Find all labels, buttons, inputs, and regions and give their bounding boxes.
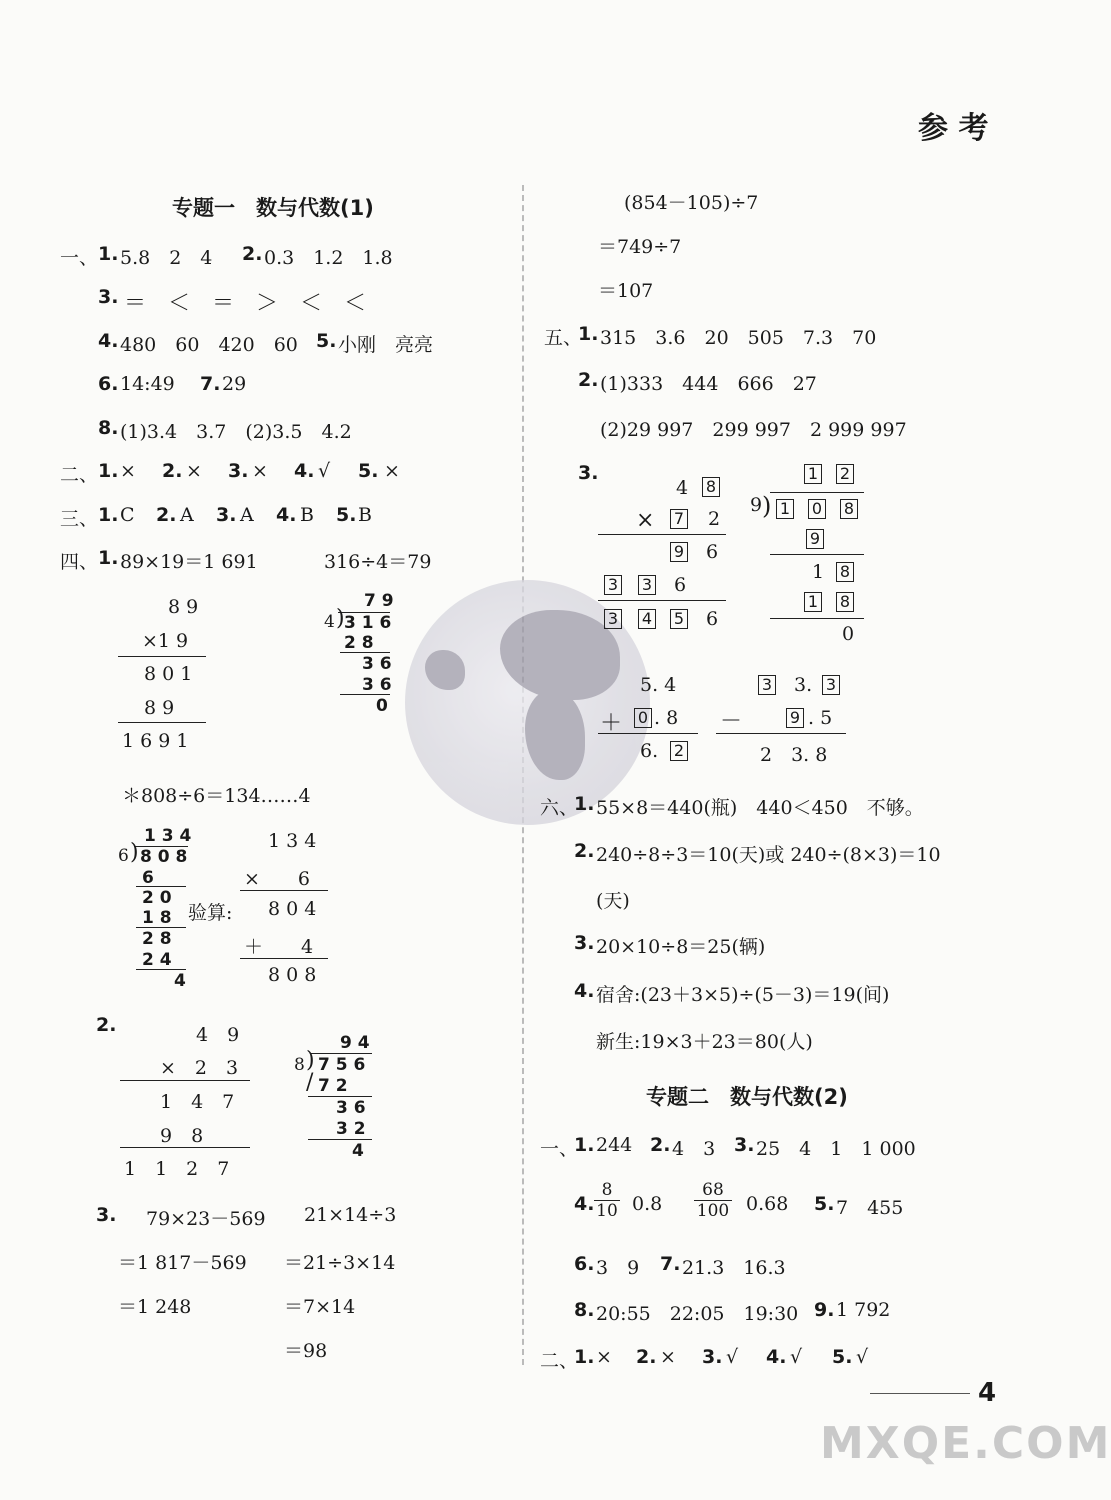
answer-text: 240÷8÷3＝10(天)或 240÷(8×3)＝10 [596, 844, 941, 866]
answer-box: 8 [702, 477, 720, 497]
item-number: 4. [276, 504, 297, 526]
part-2-label: 二、 [60, 464, 99, 486]
vertical-calc-row: 4 9 [196, 1024, 240, 1046]
part-2-label: 二、 [540, 1350, 579, 1372]
answer-text: 14:49 [120, 373, 175, 395]
part-1-label: 一、 [540, 1138, 579, 1160]
answer-text: 21.3 16.3 [682, 1257, 786, 1279]
calc-step: ＝1 817－569 [118, 1252, 247, 1274]
answer-text: (1)333 444 666 27 [600, 373, 817, 395]
item-number: 4. [766, 1346, 787, 1368]
vertical-calc-row: 1 6 9 1 [122, 730, 189, 752]
item-number: 6. [574, 1253, 595, 1275]
part-4-label: 四、 [60, 551, 99, 573]
answer-text: × [186, 460, 202, 482]
division-quotient: 7 9 [364, 591, 394, 611]
item-number: 3. [98, 286, 119, 308]
item-number: 3. [702, 1346, 723, 1368]
vertical-calc-row: ＋ 4 [244, 936, 314, 958]
division-step: 2 4 [142, 950, 172, 970]
answer-text: 0.3 1.2 1.8 [264, 247, 393, 269]
answer-box: 3 [758, 675, 776, 695]
calc-step: ＝107 [598, 280, 654, 302]
item-number: 3. [574, 932, 595, 954]
vertical-calc-row: 9 8 [160, 1125, 204, 1147]
item-number: 2. [574, 840, 595, 862]
answer-text: 315 3.6 20 505 7.3 70 [600, 327, 877, 349]
item-number: 1. [574, 1346, 595, 1368]
item-number: 2. [242, 243, 263, 265]
footer-ornament [870, 1393, 970, 1394]
answer-text: 244 [596, 1134, 633, 1156]
item-number: 1. [98, 243, 119, 265]
answer-text: 0.68 [746, 1193, 789, 1215]
puzzle-digit: 4 [676, 477, 689, 499]
answer-text: 480 60 420 60 [120, 334, 298, 356]
answer-box: 3 [604, 609, 622, 629]
item-number: 3. [578, 462, 599, 484]
check-label: 验算: [188, 902, 233, 924]
item-number: 2. [650, 1134, 671, 1156]
puzzle-digit: 3. [794, 674, 813, 696]
calc-step: ＝98 [284, 1340, 328, 1362]
item-number: 2. [162, 460, 183, 482]
item-number: 9. [814, 1299, 835, 1321]
puzzle-digit: 6 [674, 574, 687, 596]
answer-box: 3 [638, 575, 656, 595]
answer-text: 1 792 [836, 1299, 891, 1321]
answer-box: 2 [670, 741, 688, 761]
answer-text: ＝ ＜ ＝ ＞ ＜ ＜ [124, 291, 367, 316]
answer-text: × [252, 460, 268, 482]
answer-box: 1 [804, 464, 822, 484]
division-step: 2 8 [142, 929, 172, 949]
vertical-calc-row: 1 3 4 [268, 830, 317, 852]
answer-box: 2 [836, 464, 854, 484]
answer-text: A [180, 504, 194, 526]
answer-text: 4 3 [672, 1138, 716, 1160]
item-number: 2. [156, 504, 177, 526]
answer-text: √ [790, 1346, 803, 1368]
puzzle-digit: 6 [706, 608, 719, 630]
puzzle-digit: 2 3. 8 [760, 744, 828, 766]
division-step: 2 8 [344, 633, 374, 653]
division-divisor: 8 [294, 1055, 305, 1075]
calc-step: ＝1 248 [118, 1296, 192, 1318]
answer-text: × [596, 1346, 612, 1368]
division-step: 1 8 [142, 908, 172, 928]
answer-text: √ [856, 1346, 869, 1368]
item-number: 2. [578, 369, 599, 391]
item-number: 5. [358, 460, 379, 482]
answer-text: C [120, 504, 135, 526]
vertical-calc-row: 1 1 2 7 [124, 1158, 230, 1180]
calc-step: ＝7×14 [284, 1296, 356, 1318]
answer-text: 29 [222, 373, 247, 395]
fraction-numerator: 8 [594, 1180, 620, 1201]
answer-text: (天) [596, 890, 630, 912]
item-number: 2. [96, 1014, 117, 1036]
item-number: 2. [636, 1346, 657, 1368]
page-number: 4 [978, 1378, 997, 1408]
page-header-title: 参 考 [918, 111, 989, 146]
item-number: 1. [574, 793, 595, 815]
fraction-numerator: 68 [694, 1180, 732, 1201]
answer-text: 3 9 [596, 1257, 640, 1279]
item-number: 4. [98, 330, 119, 352]
equation: ＊808÷6＝134……4 [122, 785, 311, 807]
division-quotient: 1 3 4 [144, 826, 192, 846]
answer-text: 55×8＝440(瓶) 440＜450 不够。 [596, 797, 924, 819]
division-step: 2 0 [142, 888, 172, 908]
item-number: 3. [96, 1204, 117, 1226]
puzzle-digit: . 8 [654, 707, 679, 729]
division-step: 0 [376, 696, 388, 716]
vertical-calc-row: 8 0 8 [268, 964, 317, 986]
fraction-denominator: 100 [696, 1201, 730, 1221]
answer-text: 0.8 [632, 1193, 663, 1215]
item-number: 1. [578, 323, 599, 345]
division-divisor: 6 [118, 846, 129, 866]
fraction [694, 1180, 732, 1221]
answer-text: √ [726, 1346, 739, 1368]
puzzle-digit: . 5 [808, 707, 833, 729]
answer-text: √ [318, 460, 331, 482]
part-6-label: 六、 [540, 797, 579, 819]
item-number: 1. [574, 1134, 595, 1156]
answer-box: 8 [836, 562, 854, 582]
division-step: 6 [142, 868, 154, 888]
puzzle-operator: ＋ [600, 711, 623, 736]
item-number: 7. [660, 1253, 681, 1275]
calc-step: 21×14÷3 [304, 1204, 397, 1226]
item-number: 6. [98, 373, 119, 395]
calc-step: 79×23－569 [146, 1208, 266, 1230]
answer-box: 8 [836, 592, 854, 612]
answer-text: 25 4 1 1 000 [756, 1138, 916, 1160]
puzzle-digit: 0 [842, 623, 855, 645]
answer-text: 20×10÷8＝25(辆) [596, 936, 766, 958]
vertical-calc-row: × 6 [244, 868, 311, 890]
puzzle-operator: － [720, 709, 743, 734]
puzzle-digit: 6. [640, 740, 659, 762]
puzzle-digit: 2 [708, 508, 721, 530]
item-number: 1. [98, 504, 119, 526]
answer-box: 4 [638, 609, 656, 629]
vertical-calc-row: 8 9 [168, 596, 199, 618]
answer-text: 20:55 22:05 19:30 [596, 1303, 799, 1325]
answer-box: 7 [670, 509, 688, 529]
item-number: 3. [734, 1134, 755, 1156]
part-1-label: 一、 [60, 247, 99, 269]
item-number: 8. [574, 1299, 595, 1321]
fraction [594, 1180, 620, 1221]
answer-text: (2)29 997 299 997 2 999 997 [600, 419, 907, 441]
puzzle-digit: 1 [812, 561, 825, 583]
answer-box: 1 [776, 499, 794, 519]
division-step: 3 2 [336, 1119, 366, 1139]
part-5-label: 五、 [544, 327, 583, 349]
puzzle-digit: 5. 4 [640, 674, 677, 696]
item-number: 7. [200, 373, 221, 395]
division-step: 7 2 [318, 1076, 348, 1096]
answer-text: × [660, 1346, 676, 1368]
calc-step: (854－105)÷7 [624, 192, 759, 214]
watermark: MXQE.COM [820, 1418, 1111, 1469]
section-title-2: 专题二 数与代数(2) [646, 1085, 848, 1109]
item-number: 5. [814, 1193, 835, 1215]
item-number: 5. [336, 504, 357, 526]
item-number: 4. [294, 460, 315, 482]
vertical-calc-row: 8 0 1 [144, 663, 193, 685]
answer-box: 1 [804, 592, 822, 612]
answer-box: 9 [806, 529, 824, 549]
answer-text: 宿舍:(23＋3×5)÷(5－3)＝19(间) [596, 984, 890, 1006]
answer-text: 7 455 [836, 1197, 904, 1219]
calc-step: ＝21÷3×14 [284, 1252, 396, 1274]
answer-text: B [358, 504, 372, 526]
puzzle-operator: × [636, 508, 655, 533]
vertical-calc-row: 1 4 7 [160, 1091, 235, 1113]
item-number: 5. [316, 330, 337, 352]
answer-text: (1)3.4 3.7 (2)3.5 4.2 [120, 421, 352, 443]
division-step: 4 [352, 1141, 364, 1161]
item-number: 5. [832, 1346, 853, 1368]
division-quotient: 9 4 [340, 1033, 370, 1053]
answer-text: × [384, 460, 400, 482]
answer-box: 9 [670, 542, 688, 562]
item-number: 4. [574, 1193, 595, 1215]
answer-text: 新生:19×3＋23＝80(人) [596, 1031, 813, 1053]
equation: 89×19＝1 691 [120, 551, 258, 573]
answer-text: A [240, 504, 254, 526]
part-3-label: 三、 [60, 508, 99, 530]
fraction-denominator: 10 [596, 1201, 618, 1221]
division-dividend: 7 5 6 [318, 1055, 366, 1075]
division-step: 3 6 [336, 1098, 366, 1118]
answer-text: 小刚 亮亮 [338, 334, 434, 356]
item-number: 1. [98, 547, 119, 569]
section-title-1: 专题一 数与代数(1) [172, 196, 374, 220]
item-number: 3. [216, 504, 237, 526]
answer-box: 9 [786, 708, 804, 728]
division-dividend: 3 1 6 [344, 613, 392, 633]
item-number: 4. [574, 980, 595, 1002]
equation: 316÷4＝79 [324, 551, 432, 573]
answer-text: 5.8 2 4 [120, 247, 213, 269]
item-number: 1. [98, 460, 119, 482]
division-step: 4 [174, 971, 186, 991]
answer-box: 8 [840, 499, 858, 519]
division-divisor: 9 [750, 494, 763, 516]
answer-text: B [300, 504, 314, 526]
division-step: 3 6 [362, 675, 392, 695]
calc-step: ＝749÷7 [598, 236, 682, 258]
item-number: 3. [228, 460, 249, 482]
puzzle-digit: 6 [706, 541, 719, 563]
vertical-calc-row: 8 9 [144, 697, 175, 719]
answer-box: 5 [670, 609, 688, 629]
item-number: 8. [98, 417, 119, 439]
division-divisor: 4 [324, 612, 335, 632]
answer-box: 0 [808, 499, 826, 519]
answer-box: 3 [822, 675, 840, 695]
vertical-calc-row: × 2 3 [160, 1057, 239, 1079]
answer-box: 3 [604, 575, 622, 595]
vertical-calc-row: 8 0 4 [268, 898, 317, 920]
division-dividend: 8 0 8 [140, 847, 188, 867]
answer-box: 0 [634, 708, 652, 728]
vertical-calc-row: ×1 9 [142, 630, 189, 652]
answer-text: × [120, 460, 136, 482]
division-step: 3 6 [362, 654, 392, 674]
